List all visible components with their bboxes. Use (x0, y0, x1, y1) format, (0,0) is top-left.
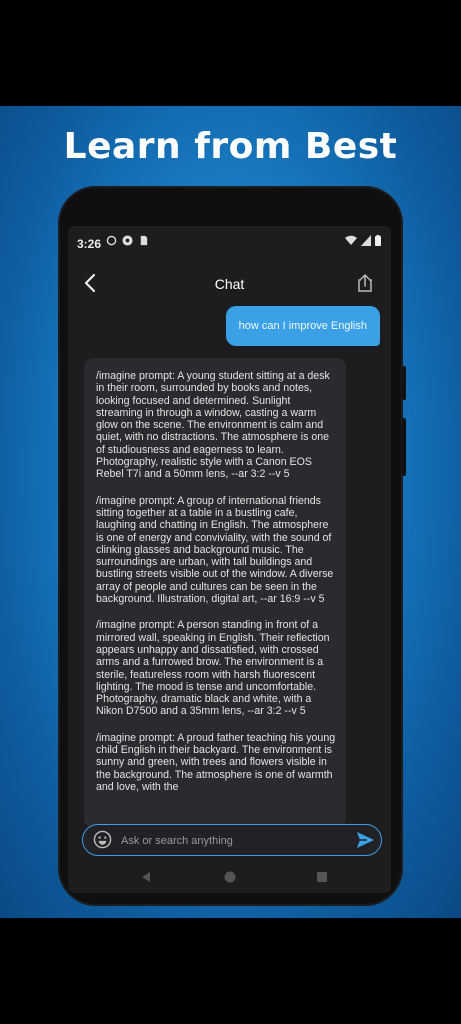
send-icon[interactable] (355, 830, 375, 850)
chat-input-bar (82, 824, 382, 856)
assistant-paragraph: /imagine prompt: A person standing in front of a mirrored wall, speaking in English. Their reflection appears unhappy and dissatisfied, with crossed arms and a furrowed brow. The environment is a sterile, featureless room with harsh fluorescent lighting. The mood is tense and uncomfortable. Photography, dramatic black and white, with a Nikon D7500 and a 35mm lens, --ar 3:2 --v 5 (96, 619, 330, 718)
chat-header (68, 266, 391, 300)
wifi-icon (345, 235, 357, 246)
user-message-bubble: how can I improve English (226, 306, 380, 346)
phone-side-button (402, 366, 406, 400)
status-bar (68, 226, 391, 260)
battery-icon (375, 235, 381, 246)
assistant-paragraph: /imagine prompt: A group of international friends sitting together at a table in a bustling cafe, laughing and chatting in English. The atmosphere is one of energy and conviviality, with the sound of clinking glasses and background music. The surroundings are urban, with tall buildings and bustling streets visible out of the window. A diverse array of people and cultures can be seen in the background. Illustration, digital art, --ar 16:9 --v 5 (96, 494, 334, 606)
app-notification-icon (122, 235, 133, 246)
chat-search-input[interactable] (119, 825, 343, 856)
emoji-icon[interactable] (93, 830, 112, 849)
nav-recents-icon[interactable] (316, 871, 328, 883)
status-time: 3:26 (77, 237, 102, 251)
assistant-paragraph: /imagine prompt: A proud father teaching his young child English in their backyard. The environment is sunny and green, with trees and flowers visible in the background. The atmosphere is one of warmth and love, with the (96, 731, 336, 793)
notification-icon (106, 235, 117, 246)
sd-card-icon (138, 235, 149, 246)
banner-headline: Learn from Best (63, 126, 398, 167)
app-screen (68, 226, 391, 893)
nav-home-icon[interactable] (224, 871, 236, 883)
system-nav-bar (68, 863, 391, 893)
signal-icon (361, 235, 371, 246)
phone-volume-button (402, 418, 406, 476)
assistant-message-bubble (84, 358, 346, 828)
phone-frame (58, 186, 403, 906)
page-title: Chat (214, 276, 245, 292)
assistant-paragraph: /imagine prompt: A young student sitting at a desk in their room, surrounded by books and notes, looking focused and determined. Sunlight streaming in through a window, casting a warm glow on the scene. The environment is calm and quiet, with no distractions. The atmosphere is one of studiousness and eagerness to learn. Photography, realistic style with a Canon EOS Rebel T7i and a 50mm lens, --ar 3:2 --v 5 (96, 370, 330, 481)
share-icon[interactable] (355, 272, 375, 294)
promo-banner (0, 106, 461, 918)
nav-back-icon[interactable] (140, 871, 152, 883)
